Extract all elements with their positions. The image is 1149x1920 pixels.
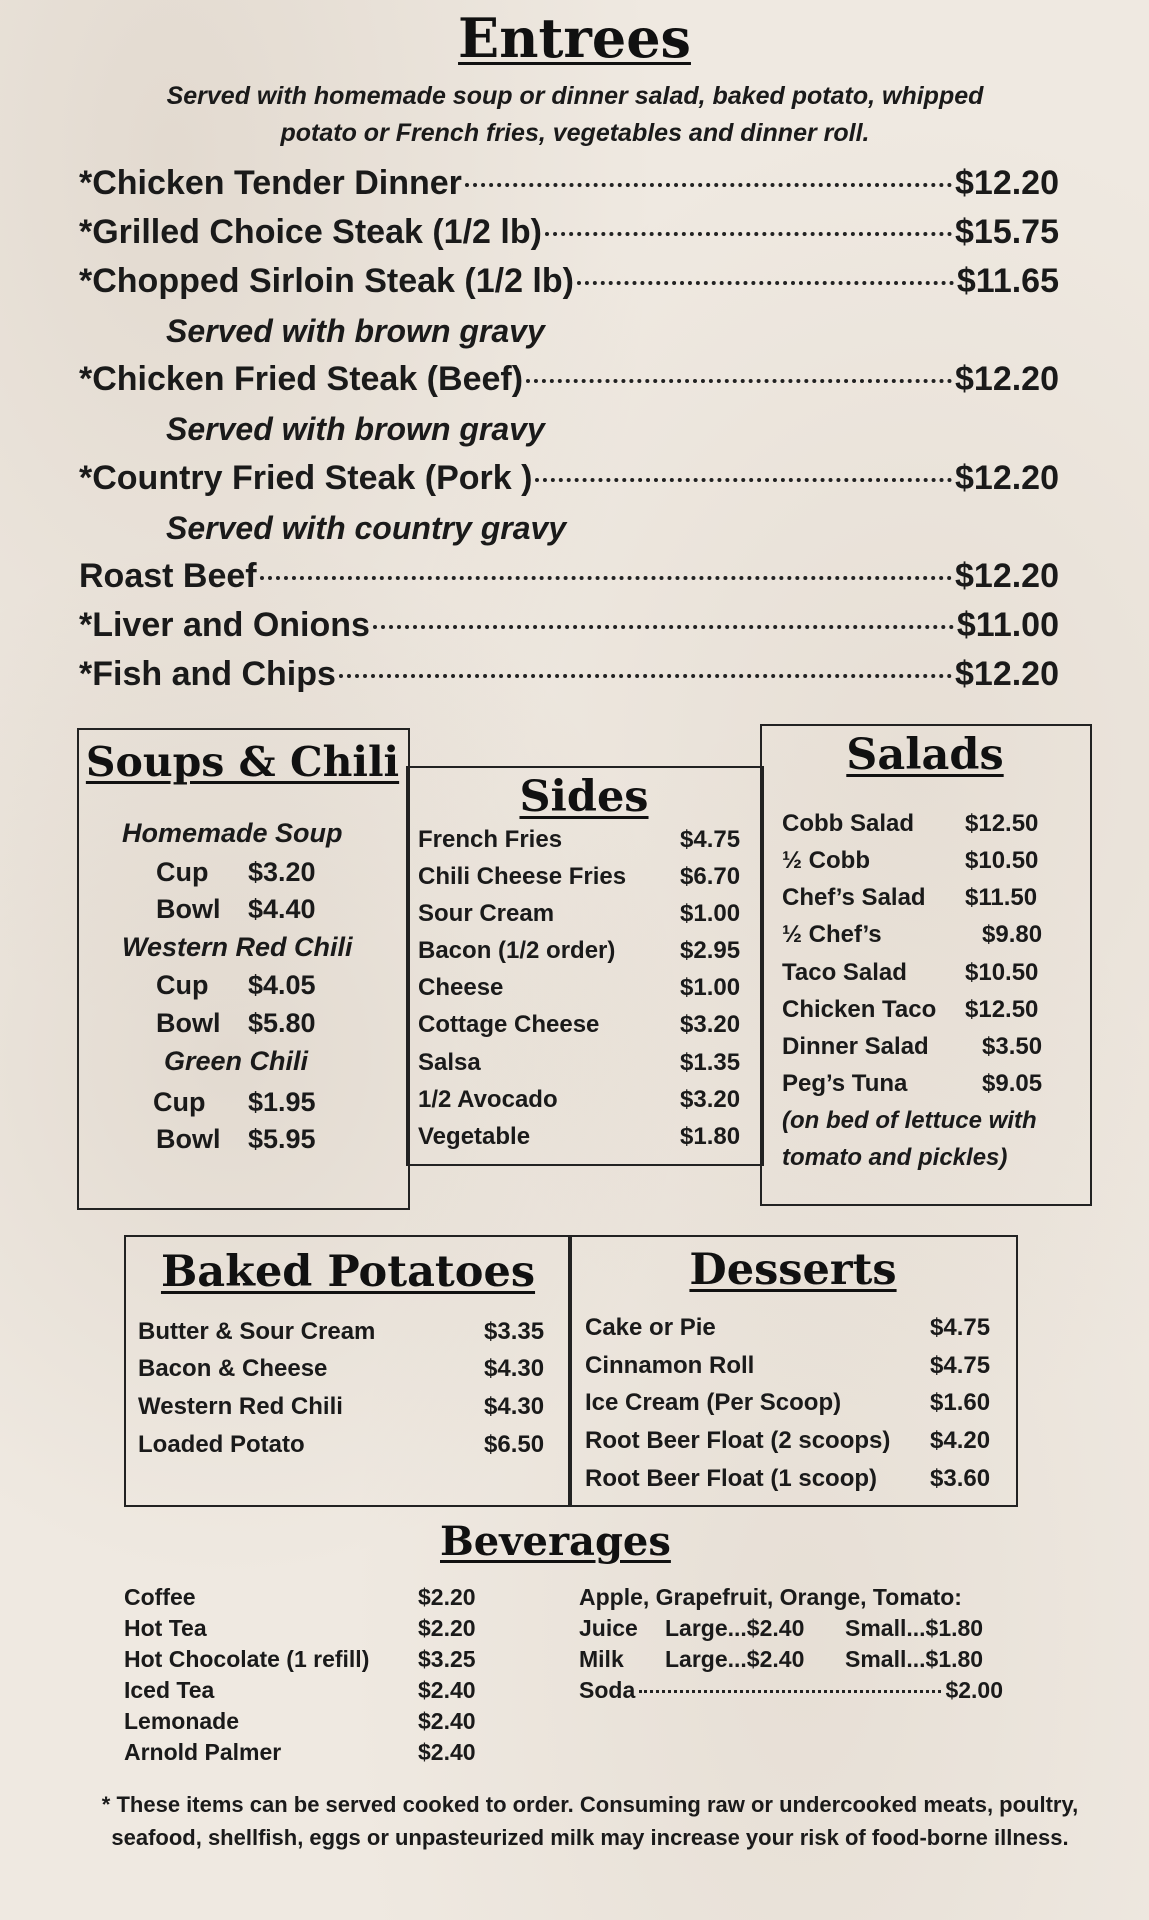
entree-name: *Fish and Chips [79,655,336,693]
soup-size: Cup [156,970,209,1000]
salad-name: ½ Cobb [782,847,870,874]
side-name: 1/2 Avocado [418,1086,558,1113]
entree-item [79,262,1059,310]
health-disclaimer: * These items can be served cooked to order. Consuming raw or undercooked meats, poultry, seafood, shellfish, eggs or unpasteurized milk may increase your risk of food-borne illness. [101,1792,1079,1850]
beverage-name: Hot Tea [124,1615,207,1641]
side-price: $4.75 [680,826,741,853]
beverage-name: Iced Tea [124,1677,215,1703]
side-price: $2.95 [680,937,741,964]
salad-note: tomato and pickles) [782,1144,1008,1171]
entree-item [79,459,1059,507]
salad-name: Dinner Salad [782,1033,929,1060]
soup-price: $4.05 [248,970,316,1000]
salad-name: Chicken Taco [782,996,937,1023]
entree-price: $11.65 [956,262,1059,300]
salad-name: Cobb Salad [782,810,915,837]
soup-price: $1.95 [248,1087,316,1117]
potato-name: Butter & Sour Cream [138,1318,376,1345]
potato-price: $6.50 [484,1431,545,1458]
side-name: French Fries [418,826,563,853]
entree-name: *Chicken Fried Steak (Beef) [79,360,524,398]
dot-leader [339,674,952,678]
beverage-name: Coffee [124,1584,196,1610]
soups-chili-box [77,728,410,1210]
beverage-price: $2.20 [418,1615,476,1641]
soup-price: $5.80 [248,1008,316,1038]
entree-item [79,164,1059,212]
dessert-name: Root Beer Float (2 scoops) [585,1427,891,1454]
salad-price: $10.50 [965,959,1039,986]
entree-price: $15.75 [955,213,1059,251]
salad-note: (on bed of lettuce with [782,1107,1037,1134]
entree-name: *Chopped Sirloin Steak (1/2 lb) [79,262,574,300]
salad-price: $9.05 [982,1070,1043,1097]
beverage-price: $3.25 [418,1646,476,1672]
salad-name: Taco Salad [782,959,907,986]
dot-leader [373,625,954,629]
potato-name: Bacon & Cheese [138,1355,328,1382]
dessert-name: Cinnamon Roll [585,1352,755,1379]
entree-note: Served with country gravy [166,510,567,546]
side-name: Bacon (1/2 order) [418,937,616,964]
side-price: $1.80 [680,1123,741,1150]
entree-item [79,557,1059,605]
dessert-price: $4.75 [930,1352,991,1379]
salad-price: $12.50 [965,996,1039,1023]
entree-note: Served with brown gravy [166,411,545,447]
entree-name: *Country Fried Steak (Pork ) [79,459,533,497]
dessert-name: Root Beer Float (1 scoop) [585,1465,878,1492]
entree-price: $12.20 [955,164,1059,202]
dot-leader [526,379,952,383]
salad-price: $12.50 [965,810,1039,837]
salad-price: $11.50 [965,884,1038,911]
dessert-name: Ice Cream (Per Scoop) [585,1389,842,1416]
entree-price: $11.00 [956,606,1059,644]
side-price: $1.35 [680,1049,741,1076]
side-price: $6.70 [680,863,741,890]
dot-leader [577,281,954,285]
juice-small: Small...$1.80 [845,1615,984,1641]
side-price: $1.00 [680,974,741,1001]
milk-large: Large...$2.40 [665,1646,805,1672]
side-name: Cheese [418,974,504,1001]
soup-price: $4.40 [248,894,316,924]
soup-price: $3.20 [248,857,316,887]
side-price: $3.20 [680,1011,741,1038]
soda-label: Soda [579,1677,636,1703]
salads-title: Salads [846,730,1004,780]
potato-name: Western Red Chili [138,1393,343,1420]
soup-size: Bowl [156,1008,221,1038]
dot-leader [465,183,952,187]
entree-name: *Chicken Tender Dinner [79,164,462,202]
soups-chili-title: Soups & Chili [85,738,400,786]
dessert-name: Cake or Pie [585,1314,716,1341]
dessert-price: $1.60 [930,1389,991,1416]
potato-name: Loaded Potato [138,1431,305,1458]
dessert-price: $4.75 [930,1314,991,1341]
sides-title: Sides [519,772,649,822]
side-name: Chili Cheese Fries [418,863,627,890]
entree-name: Roast Beef [79,557,257,595]
juice-label: Juice [579,1615,638,1641]
side-name: Sour Cream [418,900,555,927]
soup-group-name: Western Red Chili [122,932,353,962]
entree-item [79,213,1059,261]
beverage-name: Hot Chocolate (1 refill) [124,1646,370,1672]
baked-potatoes-title: Baked Potatoes [160,1247,536,1297]
entree-price: $12.20 [955,557,1059,595]
beverage-price: $2.20 [418,1584,476,1610]
salad-price: $9.80 [982,921,1043,948]
side-name: Salsa [418,1049,481,1076]
dessert-price: $3.60 [930,1465,991,1492]
salad-price: $3.50 [982,1033,1043,1060]
soup-size: Cup [156,857,209,887]
desserts-title: Desserts [689,1245,897,1295]
dot-leader [639,1690,941,1693]
salad-price: $10.50 [965,847,1039,874]
milk-small: Small...$1.80 [845,1646,984,1672]
side-name: Cottage Cheese [418,1011,600,1038]
soup-size: Bowl [156,894,221,924]
entree-item [79,606,1059,654]
milk-label: Milk [579,1646,624,1672]
soda-price: $2.00 [945,1677,1003,1703]
beverages-title: Beverages [440,1518,671,1565]
soup-price: $5.95 [248,1124,316,1154]
beverage-price: $2.40 [418,1739,476,1765]
potato-price: $3.35 [484,1318,545,1345]
side-price: $1.00 [680,900,741,927]
beverage-name: Lemonade [124,1708,240,1734]
soup-group-name: Green Chili [164,1046,309,1076]
beverage-price: $2.40 [418,1677,476,1703]
beverage-price: $2.40 [418,1708,476,1734]
soup-group-name: Homemade Soup [122,818,343,848]
juice-large: Large...$2.40 [665,1615,805,1641]
entree-item [79,360,1059,408]
potato-price: $4.30 [484,1355,545,1382]
entree-name: *Grilled Choice Steak (1/2 lb) [79,213,542,251]
entree-note: Served with brown gravy [166,313,545,349]
dot-leader [260,576,952,580]
entree-price: $12.20 [955,655,1059,693]
entree-name: *Liver and Onions [79,606,370,644]
entree-price: $12.20 [955,459,1059,497]
soda-row [579,1677,1003,1704]
entree-item [79,655,1059,703]
entrees-title: Entrees [458,6,691,70]
side-price: $3.20 [680,1086,741,1113]
beverage-name: Arnold Palmer [124,1739,282,1765]
entrees-description: Served with homemade soup or dinner salad, baked potato, whipped potato or French fries, vegetables and dinner roll. [166,82,984,147]
soup-size: Cup [153,1087,206,1117]
soup-size: Bowl [156,1124,221,1154]
salad-name: ½ Chef’s [782,921,882,948]
side-name: Vegetable [418,1123,531,1150]
dot-leader [535,478,952,482]
dot-leader [545,232,952,236]
salad-name: Peg’s Tuna [782,1070,908,1097]
potato-price: $4.30 [484,1393,545,1420]
entree-price: $12.20 [955,360,1059,398]
salad-name: Chef’s Salad [782,884,926,911]
dessert-price: $4.20 [930,1427,991,1454]
juice-header: Apple, Grapefruit, Orange, Tomato: [579,1584,962,1610]
